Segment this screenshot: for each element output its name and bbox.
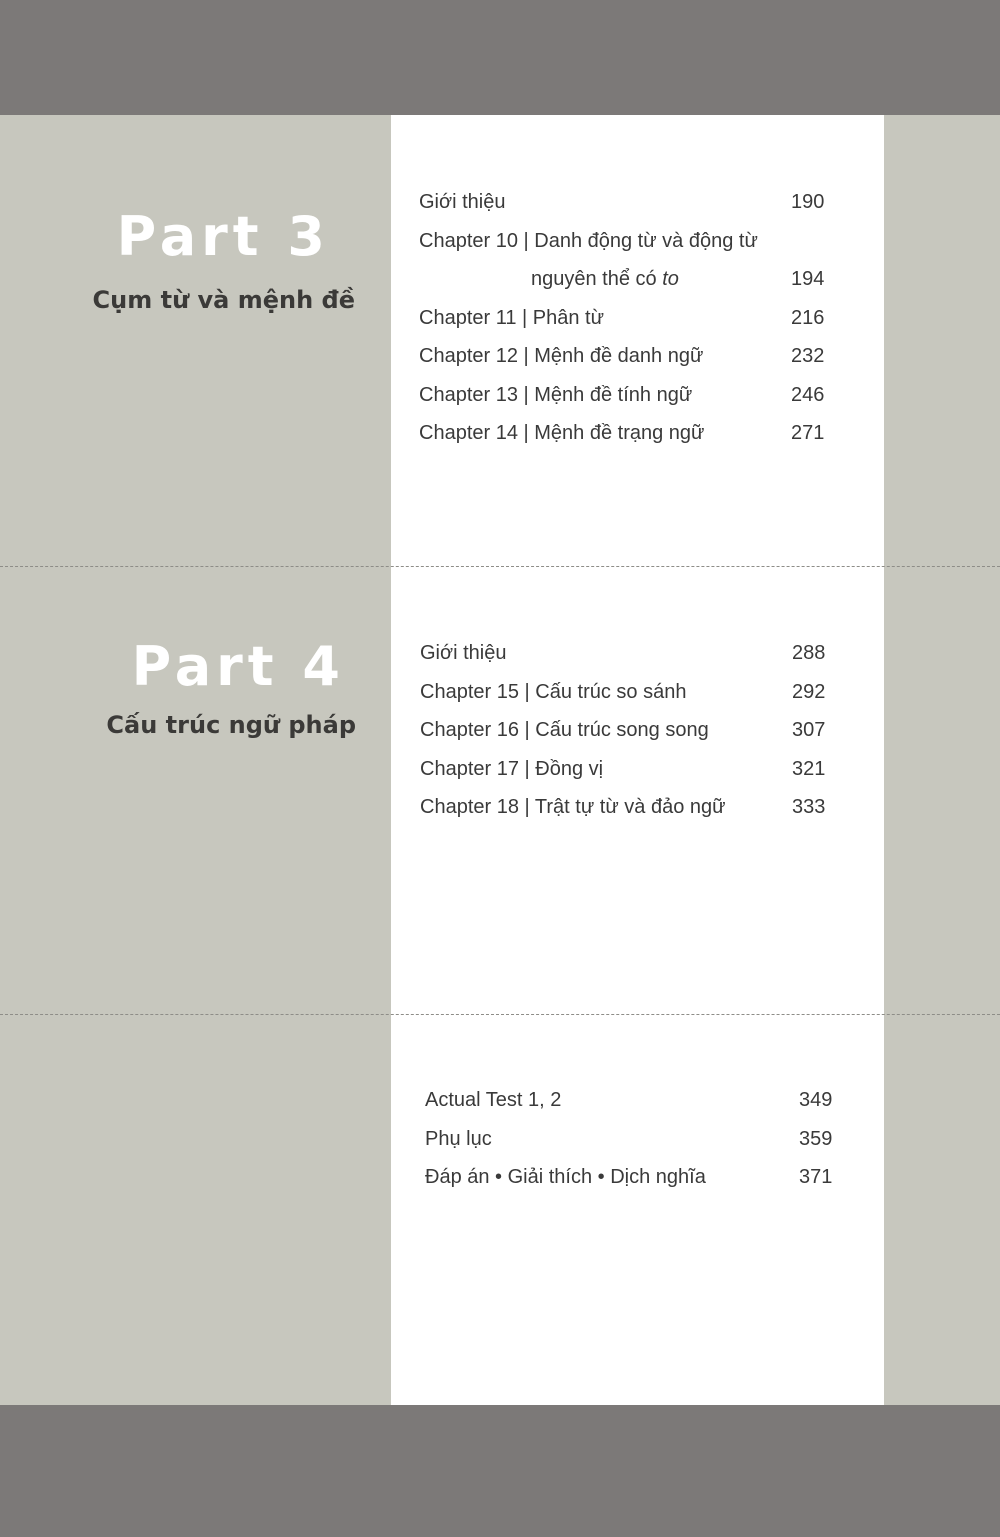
toc-entry-label: Đáp án • Giải thích • Dịch nghĩa [425, 1166, 706, 1188]
toc-entry-label-text: nguyên thể có [531, 268, 663, 290]
toc-entry-page: 292 [792, 680, 826, 703]
toc-entry-label: Chapter 15 | Cấu trúc so sánh [420, 680, 687, 703]
toc-entry-page: 371 [799, 1166, 833, 1188]
toc-entry-page: 246 [791, 383, 825, 406]
part4-title: Part 4 [131, 635, 345, 698]
toc-entry-page: 288 [792, 642, 826, 664]
part3-subtitle: Cụm từ và mệnh đề [92, 286, 355, 314]
toc-entry-label: Chapter 16 | Cấu trúc song song [420, 719, 709, 741]
section-divider [0, 566, 1000, 567]
toc-entry-label-continued [531, 268, 679, 291]
toc-entry-page: 271 [791, 422, 825, 444]
toc-entry-label: Chapter 11 | Phân từ [419, 306, 604, 329]
toc-entry-page: 216 [791, 306, 825, 329]
toc-entry-page: 190 [791, 191, 825, 213]
part4-subtitle: Cấu trúc ngữ pháp [106, 711, 356, 739]
toc-entry-label: Chapter 14 | Mệnh đề trạng ngữ [419, 422, 705, 444]
toc-entry-page: 194 [791, 268, 825, 290]
top-band [0, 0, 1000, 115]
toc-entry-page: 333 [792, 796, 826, 818]
toc-entry-label: Chapter 17 | Đồng vị [420, 757, 604, 780]
toc-entry-label: Phụ lục [425, 1127, 492, 1150]
toc-entry-label: Giới thiệu [419, 191, 506, 213]
toc-entry-page: 307 [792, 719, 826, 741]
section-divider [0, 1014, 1000, 1015]
toc-entry-label: Chapter 13 | Mệnh đề tính ngữ [419, 383, 693, 406]
toc-entry-label: Giới thiệu [420, 642, 507, 664]
bottom-band [0, 1405, 1000, 1537]
toc-entry-page: 359 [799, 1127, 833, 1150]
toc-entry-page: 349 [799, 1089, 833, 1111]
toc-entry-label: Chapter 10 | Danh động từ và động từ [419, 229, 758, 252]
toc-entry-page: 321 [792, 757, 826, 780]
toc-entry-label: Chapter 12 | Mệnh đề danh ngữ [419, 345, 704, 367]
toc-entry-page: 232 [791, 345, 825, 367]
toc-entry-label: Chapter 18 | Trật tự từ và đảo ngữ [420, 796, 726, 818]
toc-entry-label: Actual Test 1, 2 [425, 1089, 562, 1111]
toc-entry-label-italic: to [662, 268, 679, 290]
part3-title: Part 3 [116, 205, 330, 268]
